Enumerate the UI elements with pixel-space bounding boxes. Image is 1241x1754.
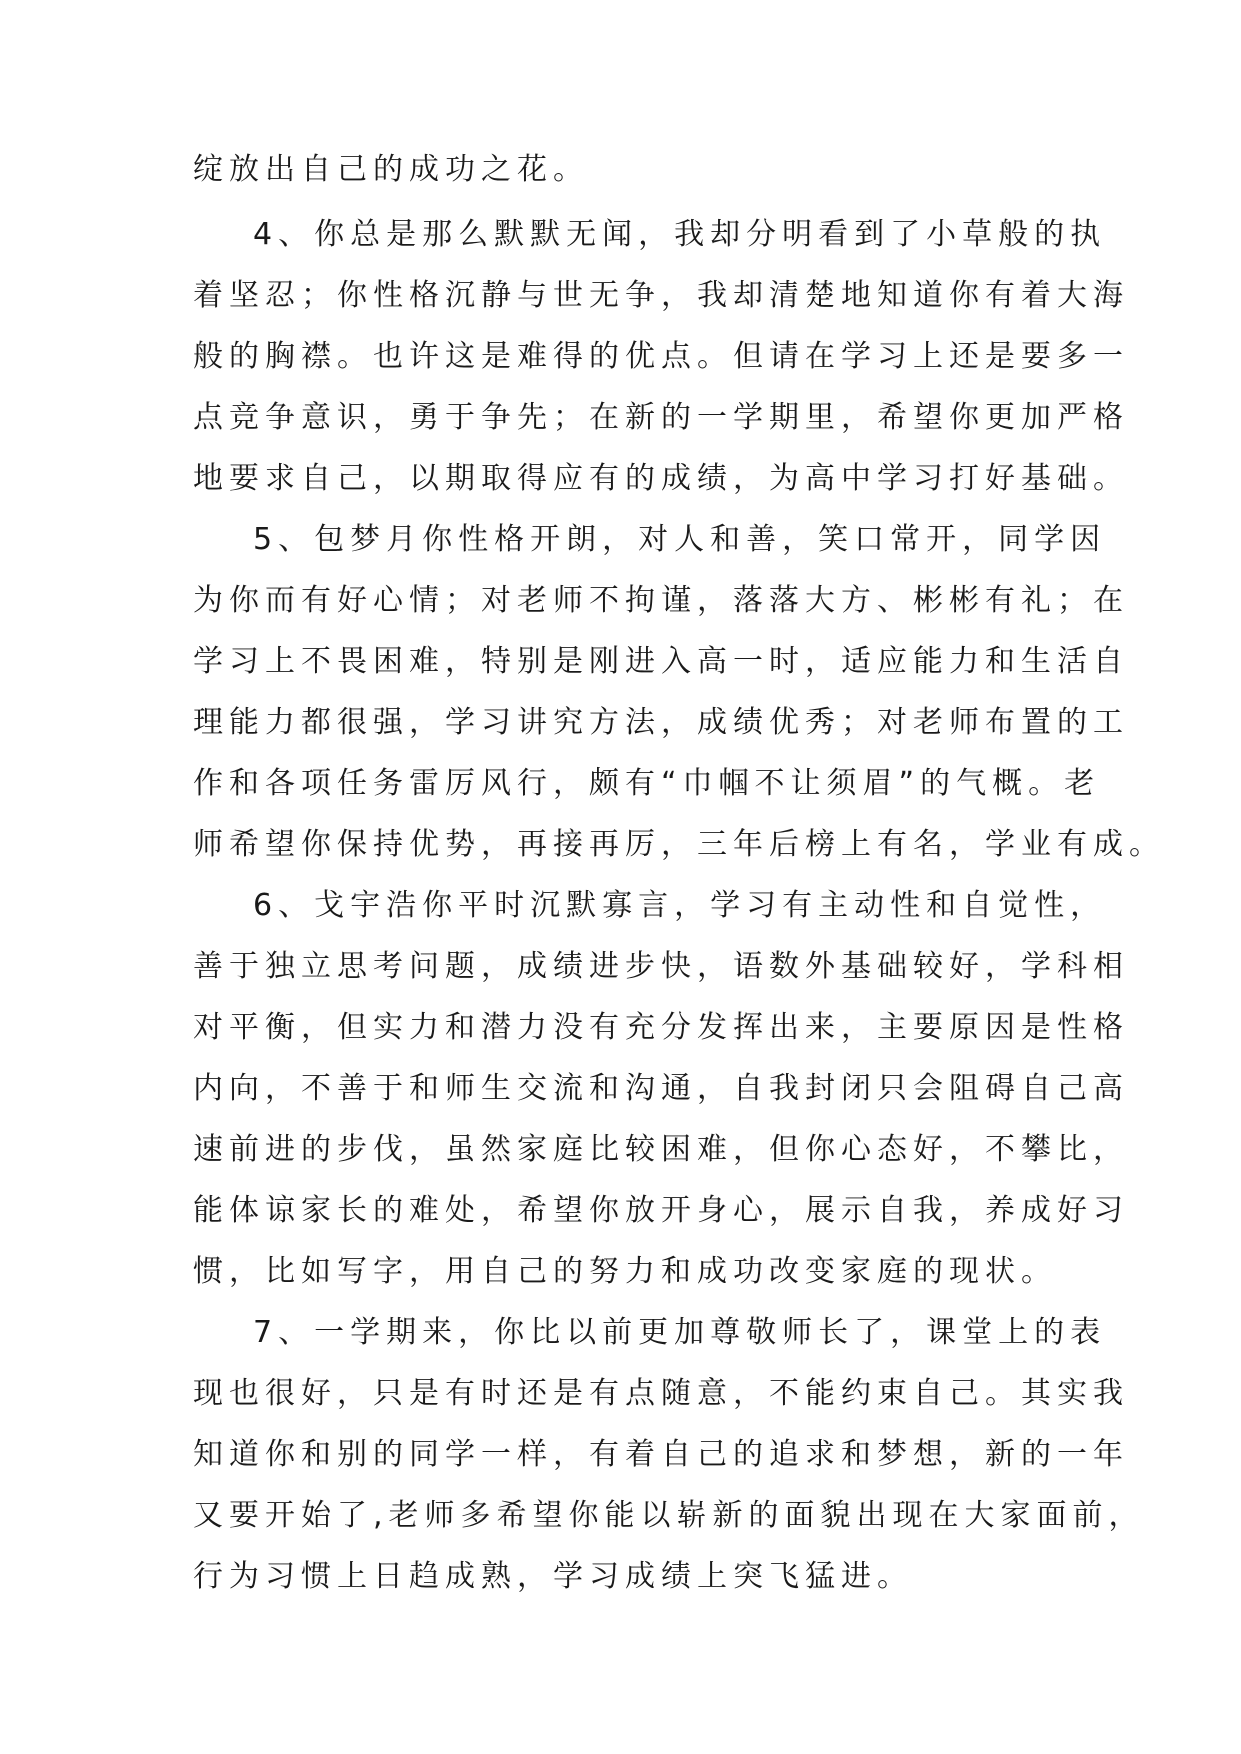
text-line: 知道你和别的同学一样，有着自己的追求和梦想，新的一年 (193, 1437, 1129, 1472)
text-line: 能体谅家长的难处，希望你放开身心，展示自我，养成好习 (193, 1193, 1129, 1228)
text-line: 点竞争意识，勇于争先；在新的一学期里，希望你更加严格 (193, 400, 1129, 435)
text-line: 善于独立思考问题，成绩进步快，语数外基础较好，学科相 (193, 949, 1129, 984)
text-line: 般的胸襟。也许这是难得的优点。但请在学习上还是要多一 (193, 339, 1129, 374)
text-line: 地要求自己，以期取得应有的成绩，为高中学习打好基础。 (193, 461, 1129, 496)
paragraph-6-first-line: 6、戈宇浩你平时沉默寡言，学习有主动性和自觉性， (253, 888, 1107, 923)
text-line: 着坚忍；你性格沉静与世无争，我却清楚地知道你有着大海 (193, 278, 1129, 313)
text-line: 速前进的步伐，虽然家庭比较困难，但你心态好，不攀比， (193, 1132, 1129, 1167)
text-line: 师希望你保持优势，再接再厉，三年后榜上有名，学业有成。 (193, 827, 1165, 862)
text-line: 学习上不畏困难，特别是刚进入高一时，适应能力和生活自 (193, 644, 1129, 679)
text-line: 绽放出自己的成功之花。 (193, 152, 589, 187)
text-line: 行为习惯上日趋成熟，学习成绩上突飞猛进。 (193, 1559, 913, 1594)
text-line: 现也很好，只是有时还是有点随意，不能约束自己。其实我 (193, 1376, 1129, 1411)
paragraph-5-first-line: 5、包梦月你性格开朗，对人和善，笑口常开，同学因 (253, 522, 1107, 557)
text-line: 对平衡，但实力和潜力没有充分发挥出来，主要原因是性格 (193, 1010, 1129, 1045)
text-line: 为你而有好心情；对老师不拘谨，落落大方、彬彬有礼；在 (193, 583, 1129, 618)
text-line: 又要开始了,老师多希望你能以崭新的面貌出现在大家面前， (193, 1498, 1145, 1533)
text-line: 内向，不善于和师生交流和沟通，自我封闭只会阻碍自己高 (193, 1071, 1129, 1106)
paragraph-4-first-line: 4、你总是那么默默无闻，我却分明看到了小草般的执 (253, 217, 1107, 252)
text-line: 理能力都很强，学习讲究方法，成绩优秀；对老师布置的工 (193, 705, 1129, 740)
text-line: 惯，比如写字，用自己的努力和成功改变家庭的现状。 (193, 1254, 1057, 1289)
paragraph-7-first-line: 7、一学期来，你比以前更加尊敬师长了，课堂上的表 (253, 1315, 1107, 1350)
text-line: 作和各项任务雷厉风行，颇有“巾帼不让须眉”的气概。老 (193, 766, 1101, 801)
